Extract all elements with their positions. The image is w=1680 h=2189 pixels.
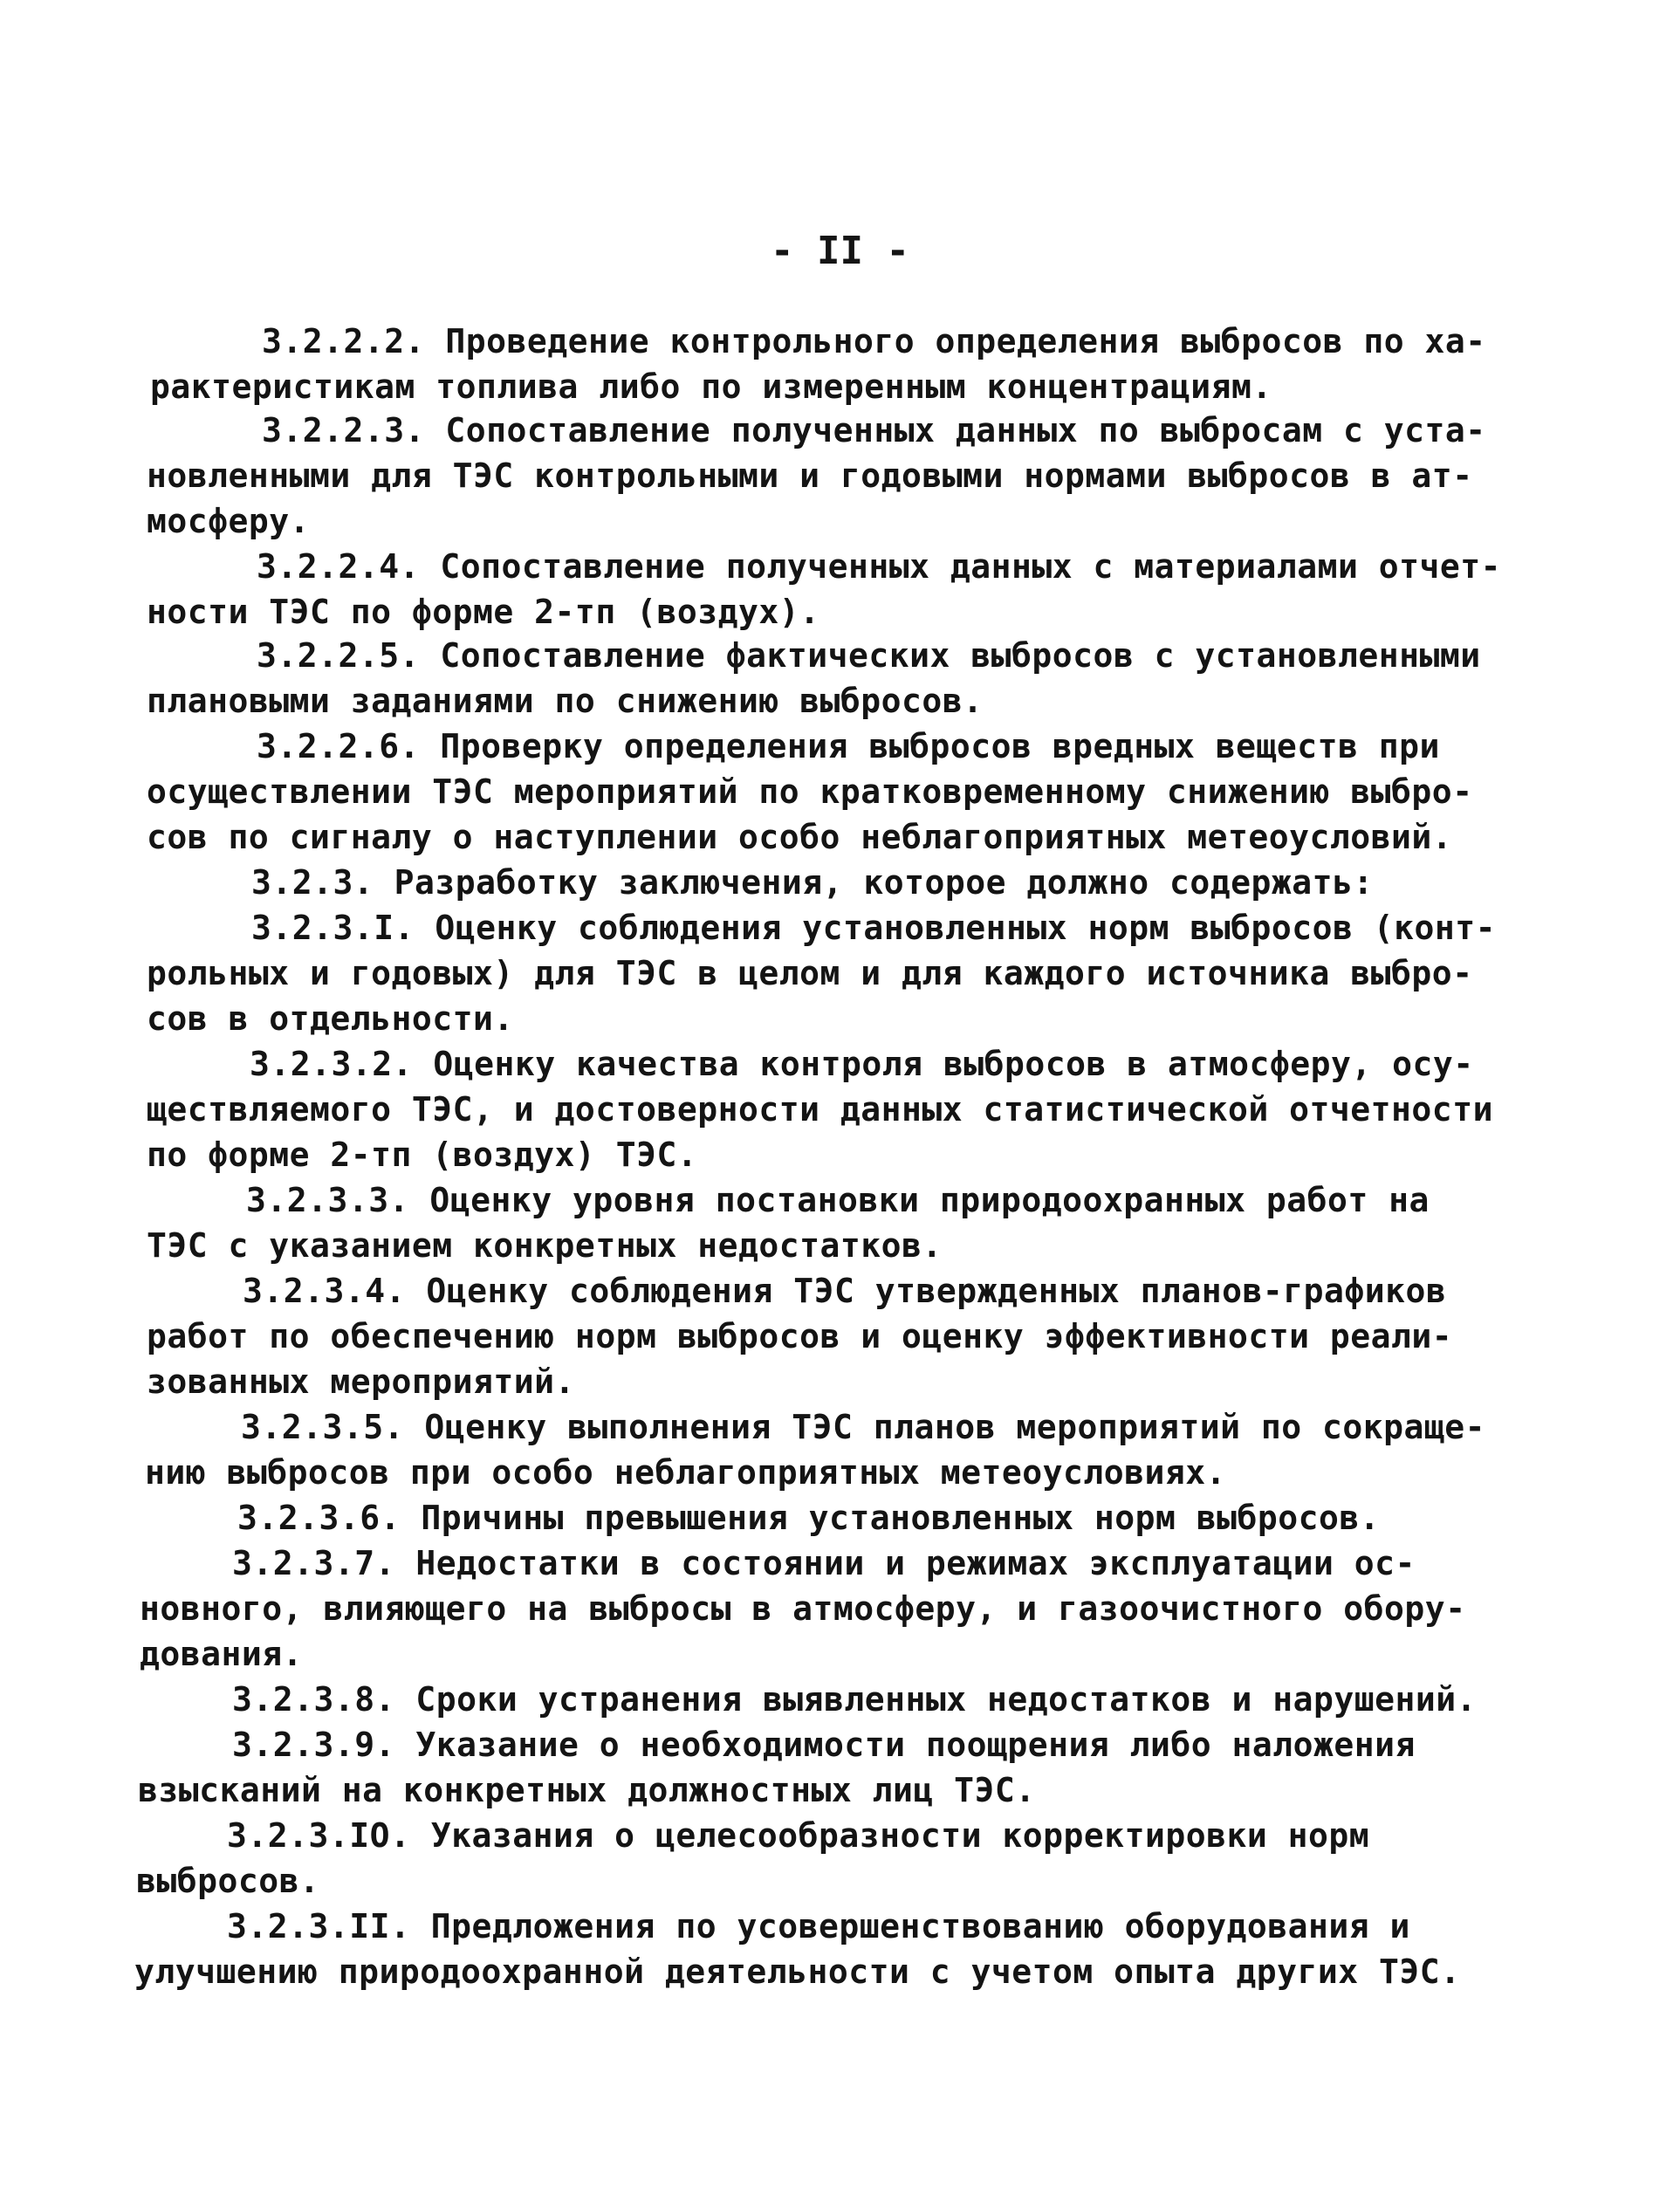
- text-line: 3.2.3.I. Оценку соблюдения установленных норм выбросов (конт-: [251, 909, 1497, 947]
- text-line: 3.2.3.3. Оценку уровня постановки природоохранных работ на: [246, 1181, 1430, 1219]
- text-line: 3.2.3.7. Недостатки в состоянии и режимах эксплуатации ос-: [232, 1544, 1416, 1582]
- text-line: нию выбросов при особо неблагоприятных метеоусловиях.: [145, 1453, 1227, 1492]
- text-line: выбросов.: [136, 1862, 320, 1900]
- text-line: ности ТЭС по форме 2-тп (воздух).: [147, 593, 820, 631]
- text-line: ТЭС с указанием конкретных недостатков.: [147, 1226, 943, 1265]
- text-line: рактеристикам топлива либо по измеренным концентрациям.: [150, 367, 1272, 406]
- text-line: 3.2.2.3. Сопоставление полученных данных по выбросам с уста-: [262, 411, 1486, 449]
- text-line: по форме 2-тп (воздух) ТЭС.: [147, 1136, 698, 1174]
- text-line: 3.2.3.9. Указание о необходимости поощрения либо наложения: [232, 1726, 1416, 1764]
- text-line: зованных мероприятий.: [147, 1362, 575, 1401]
- text-line: 3.2.3.6. Причины превышения установленных норм выбросов.: [237, 1499, 1381, 1537]
- text-line: 3.2.3. Разработку заключения, которое должно содержать:: [251, 863, 1374, 902]
- text-line: 3.2.2.6. Проверку определения выбросов вредных веществ при: [257, 727, 1440, 765]
- page-number: - II -: [771, 229, 909, 273]
- text-line: плановыми заданиями по снижению выбросов.: [147, 682, 984, 720]
- text-line: дования.: [140, 1635, 304, 1673]
- text-line: 3.2.3.II. Предложения по усовершенствованию оборудования и: [227, 1907, 1410, 1945]
- text-line: 3.2.2.4. Сопоставление полученных данных с материалами отчет-: [257, 547, 1502, 586]
- text-line: 3.2.2.2. Проведение контрольного определения выбросов по ха-: [262, 322, 1486, 360]
- text-line: новного, влияющего на выбросы в атмосферу, и газоочистного обору-: [140, 1589, 1466, 1628]
- text-line: сов в отдельности.: [147, 999, 514, 1038]
- text-line: 3.2.3.8. Сроки устранения выявленных недостатков и нарушений.: [232, 1680, 1478, 1719]
- text-line: рольных и годовых) для ТЭС в целом и для каждого источника выбро-: [147, 954, 1473, 992]
- text-line: 3.2.3.4. Оценку соблюдения ТЭС утвержденных планов-графиков: [243, 1272, 1447, 1310]
- text-line: работ по обеспечению норм выбросов и оценку эффективности реали-: [147, 1317, 1453, 1355]
- text-line: взысканий на конкретных должностных лиц ТЭС.: [138, 1771, 1036, 1809]
- text-line: мосферу.: [147, 502, 311, 540]
- text-line: улучшению природоохранной деятельности с учетом опыта других ТЭС.: [134, 1952, 1461, 1991]
- text-line: 3.2.3.5. Оценку выполнения ТЭС планов мероприятий по сокраще-: [241, 1408, 1486, 1446]
- text-line: 3.2.2.5. Сопоставление фактических выбросов с установленными: [257, 636, 1481, 675]
- text-line: 3.2.3.IO. Указания о целесообразности корректировки норм: [227, 1816, 1370, 1855]
- text-line: сов по сигналу о наступлении особо неблагоприятных метеоусловий.: [147, 818, 1453, 856]
- text-line: ществляемого ТЭС, и достоверности данных статистической отчетности: [147, 1090, 1493, 1129]
- text-line: новленными для ТЭС контрольными и годовыми нормами выбросов в ат-: [147, 456, 1473, 495]
- text-line: 3.2.3.2. Оценку качества контроля выбросов в атмосферу, осу-: [250, 1045, 1474, 1083]
- text-line: осуществлении ТЭС мероприятий по кратковременному снижению выбро-: [147, 772, 1473, 811]
